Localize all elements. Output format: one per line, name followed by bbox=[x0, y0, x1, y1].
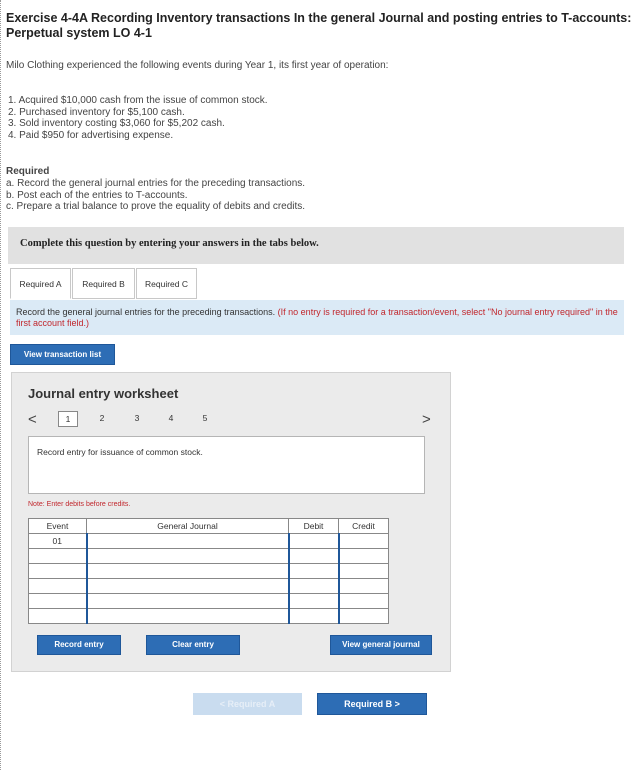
previous-required-button[interactable]: < Required A bbox=[193, 693, 302, 715]
account-field[interactable] bbox=[87, 564, 289, 579]
table-row bbox=[29, 549, 389, 564]
chevron-right-icon[interactable]: > bbox=[422, 411, 431, 428]
next-required-button[interactable]: Required B > bbox=[317, 693, 427, 715]
debit-input[interactable] bbox=[290, 550, 338, 563]
column-header-debit: Debit bbox=[289, 519, 339, 534]
debit-input[interactable] bbox=[290, 595, 338, 608]
entry-pager bbox=[12, 409, 452, 431]
journal-table bbox=[28, 518, 389, 624]
debit-field[interactable] bbox=[289, 534, 339, 549]
chevron-left-icon[interactable]: < bbox=[28, 411, 37, 428]
tab-required-b[interactable]: Required B bbox=[72, 268, 135, 299]
exercise-title: Exercise 4-4A Recording Inventory transactions In the general Journal and posting entries to T-accounts: Perpetual system LO 4-1 bbox=[6, 11, 632, 40]
table-row bbox=[29, 534, 389, 549]
account-input[interactable] bbox=[88, 610, 288, 623]
account-field[interactable] bbox=[87, 549, 289, 564]
event-cell bbox=[29, 609, 87, 624]
page-2[interactable]: 2 bbox=[99, 413, 105, 423]
debit-field[interactable] bbox=[289, 594, 339, 609]
event-cell bbox=[29, 564, 87, 579]
account-input[interactable] bbox=[88, 580, 288, 593]
journal-entry-worksheet bbox=[11, 372, 451, 672]
column-header-credit: Credit bbox=[339, 519, 389, 534]
debit-input[interactable] bbox=[290, 580, 338, 593]
credit-field[interactable] bbox=[339, 609, 389, 624]
view-general-journal-button[interactable]: View general journal bbox=[330, 635, 432, 655]
credit-input[interactable] bbox=[340, 565, 389, 578]
page-1[interactable]: 1 bbox=[58, 411, 78, 427]
debit-field[interactable] bbox=[289, 564, 339, 579]
instruction-text: Record the general journal entries for the preceding transactions. bbox=[16, 307, 276, 317]
event-item: 3. Sold inventory costing $3,060 for $5,202 cash. bbox=[8, 118, 225, 129]
tab-required-c[interactable]: Required C bbox=[136, 268, 197, 299]
page-4[interactable]: 4 bbox=[168, 413, 174, 423]
account-field[interactable] bbox=[87, 594, 289, 609]
required-list bbox=[6, 178, 305, 213]
credit-input[interactable] bbox=[340, 580, 389, 593]
column-header-event: Event bbox=[29, 519, 87, 534]
complete-question-text: Complete this question by entering your answers in the tabs below. bbox=[20, 238, 319, 249]
required-item: c. Prepare a trial balance to prove the equality of debits and credits. bbox=[6, 201, 306, 212]
credit-field[interactable] bbox=[339, 534, 389, 549]
account-input[interactable] bbox=[88, 565, 288, 578]
debit-input[interactable] bbox=[290, 565, 338, 578]
account-field[interactable] bbox=[87, 609, 289, 624]
debit-field[interactable] bbox=[289, 579, 339, 594]
event-cell bbox=[29, 549, 87, 564]
account-input[interactable] bbox=[88, 550, 288, 563]
debit-input[interactable] bbox=[290, 535, 338, 548]
credit-input[interactable] bbox=[340, 535, 389, 548]
instruction-hint: (If no entry is required for a transaction/event, select "No journal entry required" in the first account field.) bbox=[16, 307, 618, 328]
required-item: b. Post each of the entries to T-accounts. bbox=[6, 189, 188, 201]
credit-field[interactable] bbox=[339, 594, 389, 609]
table-row bbox=[29, 609, 389, 624]
entry-description: Record entry for issuance of common stock. bbox=[37, 447, 203, 457]
event-cell: 01 bbox=[29, 534, 87, 549]
view-transaction-list-button[interactable]: View transaction list bbox=[10, 344, 115, 365]
event-cell bbox=[29, 594, 87, 609]
column-header-general-journal: General Journal bbox=[87, 519, 289, 534]
complete-question-banner bbox=[8, 227, 624, 264]
debit-field[interactable] bbox=[289, 549, 339, 564]
record-entry-button[interactable]: Record entry bbox=[37, 635, 121, 655]
debit-input[interactable] bbox=[290, 610, 338, 623]
credit-field[interactable] bbox=[339, 549, 389, 564]
table-row bbox=[29, 579, 389, 594]
account-field[interactable] bbox=[87, 534, 289, 549]
event-cell bbox=[29, 579, 87, 594]
entry-description-box bbox=[28, 436, 425, 494]
credit-field[interactable] bbox=[339, 564, 389, 579]
table-row bbox=[29, 594, 389, 609]
required-item: a. Record the general journal entries for the preceding transactions. bbox=[6, 178, 306, 189]
event-item: 4. Paid $950 for advertising expense. bbox=[8, 129, 174, 141]
page-5[interactable]: 5 bbox=[202, 413, 208, 423]
credit-input[interactable] bbox=[340, 550, 389, 563]
exercise-intro: Milo Clothing experienced the following events during Year 1, its first year of operation: bbox=[6, 60, 389, 71]
page-3[interactable]: 3 bbox=[134, 413, 140, 423]
events-list bbox=[8, 95, 268, 141]
account-field[interactable] bbox=[87, 579, 289, 594]
tab-required-a[interactable]: Required A bbox=[10, 268, 71, 299]
worksheet-title: Journal entry worksheet bbox=[28, 386, 179, 401]
debits-note: Note: Enter debits before credits. bbox=[28, 501, 131, 508]
instruction-banner bbox=[10, 300, 624, 335]
event-item: 2. Purchased inventory for $5,100 cash. bbox=[8, 106, 185, 118]
table-row bbox=[29, 564, 389, 579]
account-input[interactable] bbox=[88, 535, 288, 548]
credit-input[interactable] bbox=[340, 610, 389, 623]
required-heading: Required bbox=[6, 166, 50, 177]
event-item: 1. Acquired $10,000 cash from the issue of common stock. bbox=[8, 95, 268, 106]
debit-field[interactable] bbox=[289, 609, 339, 624]
account-input[interactable] bbox=[88, 595, 288, 608]
credit-input[interactable] bbox=[340, 595, 389, 608]
credit-field[interactable] bbox=[339, 579, 389, 594]
left-dotted-rule bbox=[0, 0, 1, 770]
clear-entry-button[interactable]: Clear entry bbox=[146, 635, 240, 655]
